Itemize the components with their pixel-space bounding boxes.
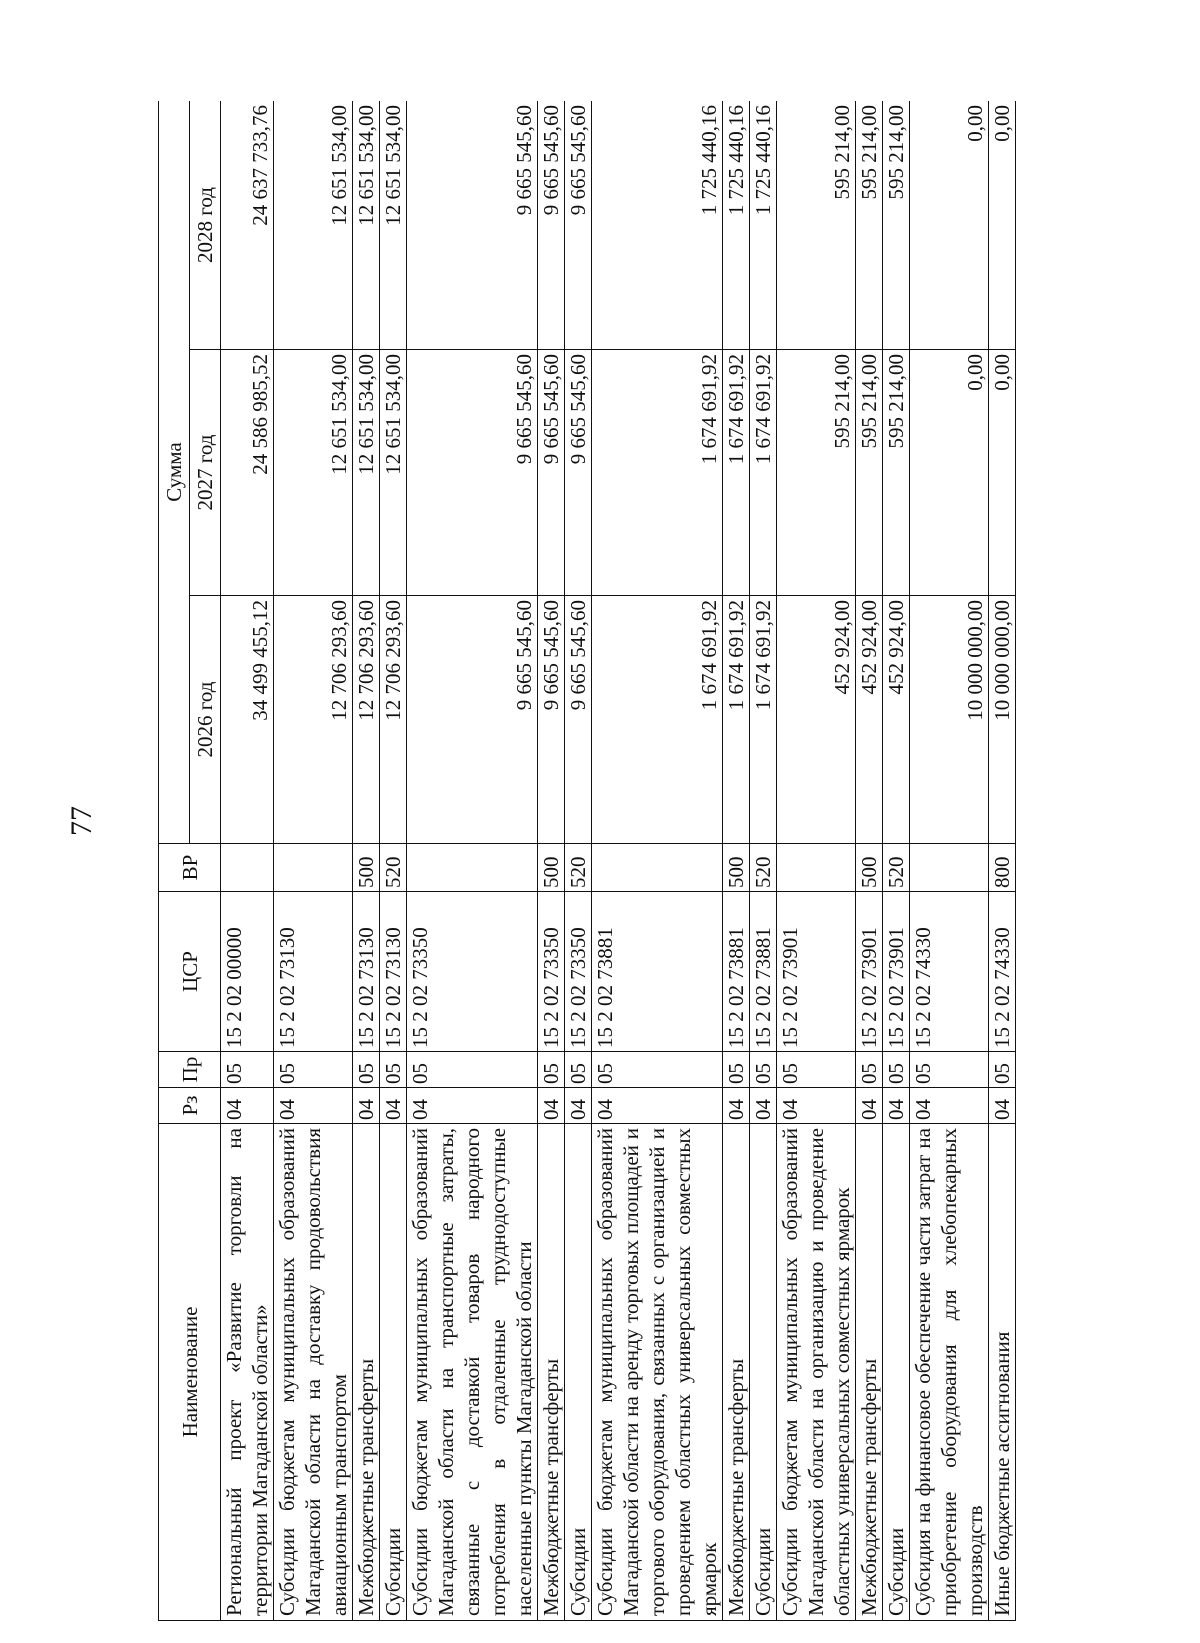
row-rz: 04 bbox=[565, 1088, 592, 1124]
row-amount-2026: 12 706 293,60 bbox=[353, 596, 380, 844]
row-csr: 15 2 02 73130 bbox=[353, 892, 380, 1052]
table-row bbox=[380, 101, 407, 1621]
header-vr: ВР bbox=[159, 844, 221, 892]
row-vr: 520 bbox=[565, 844, 592, 892]
row-name: Межбюджетные трансферты bbox=[856, 1124, 883, 1621]
row-vr bbox=[777, 844, 856, 892]
row-amount-2027: 595 214,00 bbox=[777, 350, 856, 596]
row-name: Иные бюджетные ассигнования bbox=[989, 1124, 1016, 1621]
header-year-2026: 2026 год bbox=[190, 596, 221, 844]
row-amount-2026: 9 665 545,60 bbox=[565, 596, 592, 844]
row-amount-2026: 12 706 293,60 bbox=[274, 596, 353, 844]
row-vr bbox=[910, 844, 989, 892]
row-amount-2028: 1 725 440,16 bbox=[723, 101, 750, 350]
row-csr: 15 2 02 73881 bbox=[750, 892, 777, 1052]
row-pr: 05 bbox=[353, 1052, 380, 1088]
row-csr: 15 2 02 74330 bbox=[910, 892, 989, 1052]
row-amount-2028: 12 651 534,00 bbox=[274, 101, 353, 350]
row-csr: 15 2 02 73350 bbox=[565, 892, 592, 1052]
table-body bbox=[221, 101, 1016, 1621]
row-amount-2026: 34 499 455,12 bbox=[221, 596, 274, 844]
row-amount-2026: 10 000 000,00 bbox=[910, 596, 989, 844]
row-amount-2027: 9 665 545,60 bbox=[407, 350, 538, 596]
rotated-page-content bbox=[158, 101, 1058, 1621]
row-amount-2028: 0,00 bbox=[989, 101, 1016, 350]
row-name: Субсидии бюджетам муниципальных образований Магаданской области на транспортные затраты, связанные с доставкой товаров народного потребления в отдаленные труднодоступные населенные пункты Магаданской области bbox=[407, 1124, 538, 1621]
row-rz: 04 bbox=[538, 1088, 565, 1124]
row-rz: 04 bbox=[221, 1088, 274, 1124]
row-amount-2026: 1 674 691,92 bbox=[592, 596, 723, 844]
row-amount-2028: 24 637 733,76 bbox=[221, 101, 274, 350]
row-pr: 05 bbox=[538, 1052, 565, 1088]
row-amount-2027: 12 651 534,00 bbox=[380, 350, 407, 596]
row-name: Субсидии bbox=[380, 1124, 407, 1621]
row-amount-2027: 9 665 545,60 bbox=[565, 350, 592, 596]
row-rz: 04 bbox=[274, 1088, 353, 1124]
row-name: Межбюджетные трансферты bbox=[353, 1124, 380, 1621]
row-csr: 15 2 02 74330 bbox=[989, 892, 1016, 1052]
row-vr: 520 bbox=[380, 844, 407, 892]
row-amount-2026: 452 924,00 bbox=[883, 596, 910, 844]
row-pr: 05 bbox=[221, 1052, 274, 1088]
row-amount-2026: 1 674 691,92 bbox=[723, 596, 750, 844]
row-rz: 04 bbox=[750, 1088, 777, 1124]
row-amount-2026: 1 674 691,92 bbox=[750, 596, 777, 844]
row-pr: 05 bbox=[565, 1052, 592, 1088]
row-amount-2027: 12 651 534,00 bbox=[353, 350, 380, 596]
table-row bbox=[592, 101, 723, 1621]
table-row bbox=[274, 101, 353, 1621]
row-csr: 15 2 02 73130 bbox=[380, 892, 407, 1052]
table-header bbox=[159, 101, 221, 1621]
row-name: Региональный проект «Развитие торговли на территории Магаданской области» bbox=[221, 1124, 274, 1621]
row-pr: 05 bbox=[989, 1052, 1016, 1088]
row-vr: 500 bbox=[856, 844, 883, 892]
budget-table bbox=[158, 101, 1016, 1621]
row-csr: 15 2 02 73130 bbox=[274, 892, 353, 1052]
row-amount-2027: 1 674 691,92 bbox=[592, 350, 723, 596]
row-pr: 05 bbox=[883, 1052, 910, 1088]
row-amount-2028: 595 214,00 bbox=[883, 101, 910, 350]
row-amount-2028: 1 725 440,16 bbox=[750, 101, 777, 350]
row-amount-2026: 452 924,00 bbox=[856, 596, 883, 844]
row-name: Субсидии bbox=[565, 1124, 592, 1621]
row-amount-2027: 595 214,00 bbox=[856, 350, 883, 596]
row-csr: 15 2 02 73881 bbox=[592, 892, 723, 1052]
row-csr: 15 2 02 73901 bbox=[856, 892, 883, 1052]
row-pr: 05 bbox=[777, 1052, 856, 1088]
row-amount-2028: 9 665 545,60 bbox=[407, 101, 538, 350]
row-csr: 15 2 02 73350 bbox=[538, 892, 565, 1052]
row-rz: 04 bbox=[777, 1088, 856, 1124]
row-pr: 05 bbox=[592, 1052, 723, 1088]
row-amount-2028: 12 651 534,00 bbox=[353, 101, 380, 350]
row-pr: 05 bbox=[750, 1052, 777, 1088]
row-csr: 15 2 02 73881 bbox=[723, 892, 750, 1052]
row-amount-2027: 595 214,00 bbox=[883, 350, 910, 596]
row-amount-2028: 595 214,00 bbox=[856, 101, 883, 350]
rotated-table-wrapper bbox=[158, 101, 1058, 1621]
table-row bbox=[777, 101, 856, 1621]
row-amount-2026: 9 665 545,60 bbox=[407, 596, 538, 844]
row-rz: 04 bbox=[910, 1088, 989, 1124]
row-csr: 15 2 02 73901 bbox=[777, 892, 856, 1052]
table-row bbox=[856, 101, 883, 1621]
row-vr bbox=[407, 844, 538, 892]
row-amount-2028: 1 725 440,16 bbox=[592, 101, 723, 350]
row-rz: 04 bbox=[989, 1088, 1016, 1124]
row-amount-2028: 12 651 534,00 bbox=[380, 101, 407, 350]
row-amount-2026: 452 924,00 bbox=[777, 596, 856, 844]
row-rz: 04 bbox=[353, 1088, 380, 1124]
row-amount-2028: 595 214,00 bbox=[777, 101, 856, 350]
row-pr: 05 bbox=[407, 1052, 538, 1088]
row-amount-2027: 0,00 bbox=[989, 350, 1016, 596]
row-name: Субсидии бюджетам муниципальных образований Магаданской области на организацию и проведение областных универсальных совместных ярмарок bbox=[777, 1124, 856, 1621]
row-pr: 05 bbox=[910, 1052, 989, 1088]
header-pr: Пр bbox=[159, 1052, 221, 1088]
row-vr: 800 bbox=[989, 844, 1016, 892]
row-rz: 04 bbox=[407, 1088, 538, 1124]
table-row bbox=[565, 101, 592, 1621]
row-amount-2028: 9 665 545,60 bbox=[565, 101, 592, 350]
table-row bbox=[910, 101, 989, 1621]
row-pr: 05 bbox=[274, 1052, 353, 1088]
row-vr bbox=[221, 844, 274, 892]
header-rz: Рз bbox=[159, 1088, 221, 1124]
row-rz: 04 bbox=[723, 1088, 750, 1124]
row-amount-2027: 24 586 985,52 bbox=[221, 350, 274, 596]
row-name: Межбюджетные трансферты bbox=[538, 1124, 565, 1621]
row-name: Субсидии бюджетам муниципальных образований Магаданской области на аренду торговых площадей и торгового оборудования, связанных с организацией и проведением областных универсальных совместных ярмарок bbox=[592, 1124, 723, 1621]
row-amount-2028: 0,00 bbox=[910, 101, 989, 350]
table-row bbox=[989, 101, 1016, 1621]
row-rz: 04 bbox=[380, 1088, 407, 1124]
table-row bbox=[723, 101, 750, 1621]
table-row bbox=[221, 101, 274, 1621]
header-csr: ЦСР bbox=[159, 892, 221, 1052]
row-amount-2027: 9 665 545,60 bbox=[538, 350, 565, 596]
row-amount-2026: 10 000 000,00 bbox=[989, 596, 1016, 844]
row-rz: 04 bbox=[592, 1088, 723, 1124]
header-name: Наименование bbox=[159, 1124, 221, 1621]
row-vr: 500 bbox=[723, 844, 750, 892]
row-name: Субсидия на финансовое обеспечение части затрат на приобретение оборудования для хлебопекарных производств bbox=[910, 1124, 989, 1621]
table-row bbox=[538, 101, 565, 1621]
row-amount-2027: 12 651 534,00 bbox=[274, 350, 353, 596]
row-name: Субсидии бюджетам муниципальных образований Магаданской области на доставку продовольствия авиационным транспортом bbox=[274, 1124, 353, 1621]
row-rz: 04 bbox=[883, 1088, 910, 1124]
row-csr: 15 2 02 00000 bbox=[221, 892, 274, 1052]
header-year-2028: 2028 год bbox=[190, 101, 221, 350]
row-amount-2027: 1 674 691,92 bbox=[723, 350, 750, 596]
row-name: Межбюджетные трансферты bbox=[723, 1124, 750, 1621]
row-name: Субсидии bbox=[750, 1124, 777, 1621]
row-amount-2027: 0,00 bbox=[910, 350, 989, 596]
table-row bbox=[750, 101, 777, 1621]
table-row bbox=[883, 101, 910, 1621]
row-csr: 15 2 02 73350 bbox=[407, 892, 538, 1052]
row-pr: 05 bbox=[723, 1052, 750, 1088]
header-year-2027: 2027 год bbox=[190, 350, 221, 596]
row-amount-2027: 1 674 691,92 bbox=[750, 350, 777, 596]
row-csr: 15 2 02 73901 bbox=[883, 892, 910, 1052]
row-amount-2028: 9 665 545,60 bbox=[538, 101, 565, 350]
row-name: Субсидии bbox=[883, 1124, 910, 1621]
header-sum: Сумма bbox=[159, 101, 190, 844]
row-rz: 04 bbox=[856, 1088, 883, 1124]
row-pr: 05 bbox=[856, 1052, 883, 1088]
row-pr: 05 bbox=[380, 1052, 407, 1088]
row-vr: 520 bbox=[883, 844, 910, 892]
table-row bbox=[353, 101, 380, 1621]
row-vr: 520 bbox=[750, 844, 777, 892]
row-vr bbox=[274, 844, 353, 892]
row-vr: 500 bbox=[538, 844, 565, 892]
page-number: 77 bbox=[65, 806, 98, 836]
row-amount-2026: 12 706 293,60 bbox=[380, 596, 407, 844]
row-vr bbox=[592, 844, 723, 892]
table-row bbox=[407, 101, 538, 1621]
row-vr: 500 bbox=[353, 844, 380, 892]
row-amount-2026: 9 665 545,60 bbox=[538, 596, 565, 844]
